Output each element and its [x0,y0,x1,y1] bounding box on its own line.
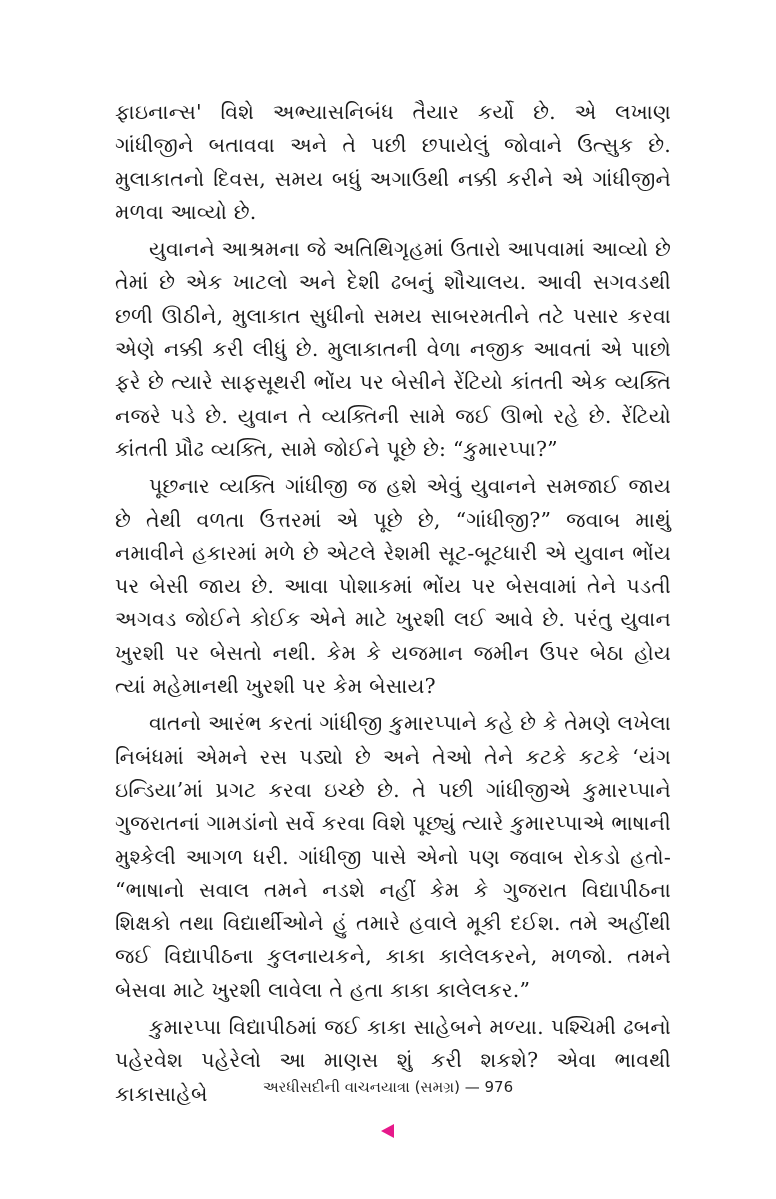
paragraph-2: યુવાનને આશ્રમના જે અતિથિગૃહમાં ઉતારો આપવામાં આવ્યો છે તેમાં છે એક ખાટલો અને દેશી ઢબનું શૌચાલય. આવી સગવડથી છળી ઊઠીને, મુલાકાત સુધીનો સમય સાબરમતીને તટે પસાર કરવા એણે નક્કી કરી લીધું છે. મુલાકાતની વેળા નજીક આવતાં એ પાછો ફરે છે ત્યારે સાફસૂથરી ભોંય પર બેસીને રેંટિયો કાંતતી એક વ્યક્તિ નજરે પડે છે. યુવાન તે વ્યક્તિની સામે જઈ ઊભો રહે છે. રેંટિયો કાંતતી પ્રૌઢ વ્યક્તિ, સામે જોઈને પૂછે છે: “કુમારપ્પા?” [115,237,671,461]
page-footer: અરધીસદીની વાચનયાત્રા (સમગ્ર) — 976 [262,1078,514,1096]
previous-page-icon[interactable] [381,1124,394,1138]
paragraph-5: કુમારપ્પા વિદ્યાપીઠમાં જઈ કાકા સાહેબને મળ્યા. પશ્ચિમી ઢબનો પહેરવેશ પહેરેલો આ માણસ શું કરી શકશે? એવા ભાવથી કાકાસાહેબે [115,1015,671,1106]
paragraph-1: ફાઇનાન્સ' વિશે અભ્યાસનિબંધ તૈયાર કર્યો છે. એ લખાણ ગાંધીજીને બતાવવા અને તે પછી છપાયેલું જોવાને ઉત્સુક છે. મુલાકાતનો દિવસ, સમય બધું અગાઉથી નક્કી કરીને એ ગાંધીજીને મળવા આવ્યો છે. [115,100,671,224]
paragraph-4: વાતનો આરંભ કરતાં ગાંધીજી કુમારપ્પાને કહે છે કે તેમણે લખેલા નિબંધમાં એમને રસ પડ્યો છે અને તેઓ તેને કટકે કટકે ‘યંગ ઇન્ડિયા’માં પ્રગટ કરવા ઇચ્છે છે. તે પછી ગાંધીજીએ કુમારપ્પાને ગુજરાતનાં ગામડાંનો સર્વે કરવા વિશે પૂછ્યું ત્યારે કુમારપ્પાએ ભાષાની મુશ્કેલી આગળ ધરી. ગાંધીજી પાસે એનો પણ જવાબ રોકડો હતો- “ભાષાનો સવાલ તમને નડશે નહીં કેમ કે ગુજરાત વિદ્યાપીઠના શિક્ષકો તથા વિદ્યાર્થીઓને હું તમારે હવાલે મૂકી દઈશ. તમે અહીંથી જઈ વિદ્યાપીઠના કુલનાયકને, કાકા કાલેલકરને, મળજો. તમને બેસવા માટે ખુરશી લાવેલા તે હતા કાકા કાલેલકર.” [115,711,671,1002]
page-body [115,96,671,1115]
paragraph-3: પૂછનાર વ્યક્તિ ગાંધીજી જ હશે એવું યુવાનને સમજાઈ જાય છે તેથી વળતા ઉત્તરમાં એ પૂછે છે, “ગાંધીજી?” જવાબ માથું નમાવીને હકારમાં મળે છે એટલે રેશમી સૂટ-બૂટધારી એ યુવાન ભોંય પર બેસી જાય છે. આવા પોશાકમાં ભોંય પર બેસવામાં તેને પડતી અગવડ જોઈને કોઈક એને માટે ખુરશી લઈ આવે છે. પરંતુ યુવાન ખુરશી પર બેસતો નથી. કેમ કે યજમાન જમીન ઉપર બેઠા હોય ત્યાં મહેમાનથી ખુરશી પર કેમ બેસાય? [115,474,671,699]
